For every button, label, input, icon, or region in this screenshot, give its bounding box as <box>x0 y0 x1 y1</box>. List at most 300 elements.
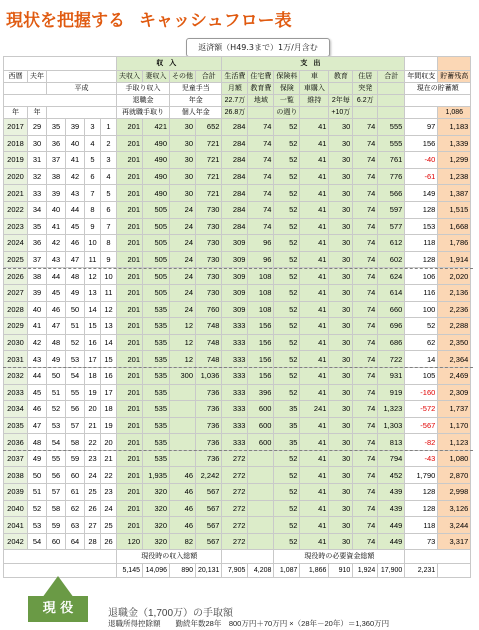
table-cell: 9 <box>85 218 101 235</box>
table-cell: 600 <box>248 417 274 434</box>
table-cell: 794 <box>378 450 405 467</box>
table-cell: 19 <box>85 384 101 401</box>
col-e7: 住居 <box>353 71 378 83</box>
table-cell: 46 <box>170 467 196 484</box>
year-cell: 2036 <box>4 434 28 451</box>
table-cell: 52 <box>274 251 300 268</box>
table-cell <box>248 484 274 501</box>
table-cell: 64 <box>66 533 85 550</box>
table-cell: 74 <box>353 517 378 534</box>
table-cell: 535 <box>143 450 170 467</box>
table-cell: 49 <box>66 284 85 301</box>
period-divider <box>3 450 473 451</box>
table-cell: 320 <box>143 484 170 501</box>
period-divider <box>3 268 473 269</box>
year-cell: 2017 <box>4 119 28 136</box>
table-cell: 272 <box>222 517 248 534</box>
table-cell: 52 <box>274 351 300 368</box>
table-cell: 30 <box>329 301 353 318</box>
table-cell: 30 <box>329 467 353 484</box>
table-row <box>4 351 471 368</box>
table-cell: 284 <box>222 218 248 235</box>
table-cell: 60 <box>47 533 66 550</box>
table-cell: 41 <box>66 152 85 169</box>
sub-weekly: の週り <box>274 107 300 119</box>
sub-current-savings: 現在の貯蓄額 <box>405 83 471 95</box>
year-cell: 2031 <box>4 351 28 368</box>
table-cell: 17 <box>101 384 117 401</box>
retirement-deduction-calc: 退職所得控除額 勤続年数28年 800万円＋70万円 ×（28年－20年）＝1,360万円 <box>108 619 390 628</box>
table-cell <box>170 450 196 467</box>
table-cell: 201 <box>117 201 143 218</box>
table-cell: 4 <box>85 135 101 152</box>
table-row <box>4 235 471 252</box>
table-cell: 16 <box>85 334 101 351</box>
table-cell: 23 <box>85 450 101 467</box>
table-cell: 2,998 <box>438 484 471 501</box>
table-cell: 54 <box>28 533 47 550</box>
total-cell: 910 <box>329 564 353 578</box>
table-cell: 597 <box>378 201 405 218</box>
table-cell: 30 <box>329 384 353 401</box>
table-cell: 24 <box>170 284 196 301</box>
table-cell: 156 <box>248 351 274 368</box>
table-cell: 555 <box>378 119 405 136</box>
table-cell: 21 <box>85 417 101 434</box>
table-cell: 41 <box>300 467 329 484</box>
table-cell: 30 <box>329 533 353 550</box>
table-cell: 74 <box>353 484 378 501</box>
sub-monthly: 月額 <box>222 83 248 95</box>
table-cell: 567 <box>196 533 222 550</box>
table-cell: 2,309 <box>438 384 471 401</box>
table-cell: 55 <box>66 384 85 401</box>
table-cell: 201 <box>117 334 143 351</box>
table-cell: 74 <box>353 384 378 401</box>
table-cell: 535 <box>143 384 170 401</box>
table-cell: 241 <box>300 401 329 418</box>
table-cell: 333 <box>222 401 248 418</box>
table-cell: 59 <box>66 450 85 467</box>
table-cell: 10 <box>85 235 101 252</box>
table-cell: 41 <box>300 484 329 501</box>
table-cell: 52 <box>274 484 300 501</box>
table-cell: 61 <box>66 484 85 501</box>
table-cell: 284 <box>222 119 248 136</box>
table-cell: 1,339 <box>438 135 471 152</box>
table-cell: 47 <box>47 318 66 335</box>
table-cell <box>248 467 274 484</box>
sub-region: 地域 <box>248 95 274 107</box>
table-row <box>4 318 471 335</box>
table-cell: 201 <box>117 384 143 401</box>
table-cell: 52 <box>274 218 300 235</box>
table-row <box>4 484 471 501</box>
table-cell: 284 <box>222 152 248 169</box>
table-cell: 333 <box>222 351 248 368</box>
table-cell: 74 <box>353 168 378 185</box>
table-cell: 30 <box>170 135 196 152</box>
table-cell: 40 <box>47 201 66 218</box>
table-cell: 108 <box>248 268 274 285</box>
year-cell: 2032 <box>4 367 28 384</box>
table-cell: 74 <box>248 119 274 136</box>
table-cell: 74 <box>353 417 378 434</box>
table-cell: 535 <box>143 301 170 318</box>
table-cell: 24 <box>85 467 101 484</box>
title-sub: キャッシュフロー表 <box>139 11 292 31</box>
table-cell: 201 <box>117 152 143 169</box>
table-cell: 74 <box>353 318 378 335</box>
table-cell: 272 <box>222 533 248 550</box>
blank-header <box>4 57 117 71</box>
year-cell: 2035 <box>4 417 28 434</box>
table-cell: 62 <box>66 500 85 517</box>
table-cell: 624 <box>378 268 405 285</box>
table-cell: 490 <box>143 135 170 152</box>
table-cell: 46 <box>28 401 47 418</box>
table-cell: 5 <box>85 152 101 169</box>
table-cell: 19 <box>101 417 117 434</box>
table-cell: 201 <box>117 450 143 467</box>
table-cell: 201 <box>117 135 143 152</box>
table-cell: 55 <box>47 450 66 467</box>
col-inc1: 夫収入 <box>117 71 143 83</box>
table-cell: 52 <box>274 185 300 202</box>
table-cell: 30 <box>329 185 353 202</box>
year-cell: 2018 <box>4 135 28 152</box>
table-cell: 56 <box>66 401 85 418</box>
table-cell: 14 <box>85 301 101 318</box>
table-cell: 46 <box>47 301 66 318</box>
sub-heisei: 平成 <box>47 83 117 95</box>
table-cell: 201 <box>117 301 143 318</box>
table-cell: 24 <box>101 500 117 517</box>
table-cell: 22 <box>85 434 101 451</box>
table-cell: 30 <box>329 235 353 252</box>
table-cell: 320 <box>143 500 170 517</box>
year-cell: 2029 <box>4 318 28 335</box>
col-savings: 貯蓄残高 <box>438 71 471 83</box>
table-cell: 73 <box>405 533 438 550</box>
table-cell: 396 <box>248 384 274 401</box>
table-cell: 51 <box>28 484 47 501</box>
table-cell: 52 <box>28 500 47 517</box>
table-cell: 614 <box>378 284 405 301</box>
table-cell: 41 <box>300 168 329 185</box>
table-cell: 52 <box>274 517 300 534</box>
sub-year-unit: 年 <box>4 107 28 119</box>
year-cell: 2041 <box>4 517 28 534</box>
table-cell: 74 <box>353 119 378 136</box>
table-row <box>4 434 471 451</box>
table-cell: 5 <box>101 185 117 202</box>
table-cell: 41 <box>300 268 329 285</box>
table-row <box>4 517 471 534</box>
total-cell: 2,231 <box>405 564 438 578</box>
table-cell: 108 <box>248 301 274 318</box>
table-cell: 776 <box>378 168 405 185</box>
table-cell: 686 <box>378 334 405 351</box>
income-total-label: 現役時の収入総額 <box>117 550 222 564</box>
total-cell: 1,924 <box>353 564 378 578</box>
table-cell: 2,469 <box>438 367 471 384</box>
table-cell: 52 <box>274 135 300 152</box>
col-e2: 住宅費 <box>248 71 274 83</box>
table-cell <box>248 500 274 517</box>
col-year: 西暦 <box>4 71 28 83</box>
table-cell: 54 <box>47 434 66 451</box>
table-cell: 333 <box>222 318 248 335</box>
table-cell: 15 <box>85 318 101 335</box>
table-cell: 74 <box>353 251 378 268</box>
table-cell: 1,786 <box>438 235 471 252</box>
table-cell: 577 <box>378 218 405 235</box>
table-cell: 41 <box>300 417 329 434</box>
sub-sudden: 突発 <box>353 83 378 95</box>
table-cell: 28 <box>85 533 101 550</box>
table-cell: 13 <box>101 318 117 335</box>
year-cell: 2038 <box>4 467 28 484</box>
table-cell: 120 <box>117 533 143 550</box>
table-cell: 41 <box>300 218 329 235</box>
table-cell: 33 <box>28 185 47 202</box>
col-e5: 教育 <box>329 71 353 83</box>
table-cell: 567 <box>196 500 222 517</box>
table-cell: 333 <box>222 334 248 351</box>
total-cell: 14,096 <box>143 564 170 578</box>
table-cell: 2,870 <box>438 467 471 484</box>
table-cell: 41 <box>300 384 329 401</box>
table-cell: 97 <box>405 119 438 136</box>
table-cell: 74 <box>353 533 378 550</box>
table-cell: 74 <box>353 201 378 218</box>
table-cell: -61 <box>405 168 438 185</box>
table-cell <box>248 517 274 534</box>
table-cell: 128 <box>405 251 438 268</box>
table-cell <box>170 384 196 401</box>
table-row <box>4 268 471 285</box>
table-cell: 919 <box>378 384 405 401</box>
table-cell: 284 <box>222 168 248 185</box>
sub-takehome: 手取り収入 <box>117 83 170 95</box>
table-cell: 7 <box>85 185 101 202</box>
table-cell: 566 <box>378 185 405 202</box>
table-cell: 62 <box>405 334 438 351</box>
table-row <box>4 334 471 351</box>
table-cell: 40 <box>28 301 47 318</box>
table-cell: 1,914 <box>438 251 471 268</box>
table-cell: 1,515 <box>438 201 471 218</box>
table-cell: 34 <box>28 201 47 218</box>
table-cell: 449 <box>378 533 405 550</box>
table-cell: 42 <box>28 334 47 351</box>
table-cell: 41 <box>300 500 329 517</box>
sub-2yr: 2年毎 <box>329 95 353 107</box>
table-cell: 50 <box>66 301 85 318</box>
table-cell: 74 <box>353 367 378 384</box>
table-cell: 41 <box>300 533 329 550</box>
col-annual: 年間収支 <box>405 71 438 83</box>
table-cell: 1,036 <box>196 367 222 384</box>
table-cell: 760 <box>196 301 222 318</box>
table-cell: 730 <box>196 218 222 235</box>
table-cell: 74 <box>353 218 378 235</box>
table-cell: 7 <box>101 218 117 235</box>
table-cell: 74 <box>248 218 274 235</box>
table-row <box>4 384 471 401</box>
table-cell: 284 <box>222 135 248 152</box>
table-cell: 730 <box>196 201 222 218</box>
table-cell: 74 <box>353 152 378 169</box>
sub3-blank3 <box>300 107 329 119</box>
table-cell: 74 <box>248 152 274 169</box>
table-cell: 21 <box>101 450 117 467</box>
table-cell: 4 <box>101 168 117 185</box>
table-cell: 6 <box>101 201 117 218</box>
table-cell: 535 <box>143 417 170 434</box>
table-cell: 74 <box>353 450 378 467</box>
table-cell: 30 <box>329 517 353 534</box>
table-row <box>4 284 471 301</box>
table-cell: 1,183 <box>438 119 471 136</box>
table-cell: 452 <box>378 467 405 484</box>
year-cell: 2042 <box>4 533 28 550</box>
table-row <box>4 251 471 268</box>
year-cell: 2022 <box>4 201 28 218</box>
table-cell: 201 <box>117 484 143 501</box>
table-cell: 3,126 <box>438 500 471 517</box>
table-cell: 52 <box>274 119 300 136</box>
table-cell: 74 <box>248 201 274 218</box>
table-cell: 201 <box>117 185 143 202</box>
table-cell: 309 <box>222 251 248 268</box>
sub-ins: 保険 <box>274 83 300 95</box>
total-cell: 890 <box>170 564 196 578</box>
table-cell: 813 <box>378 434 405 451</box>
table-cell: 41 <box>300 135 329 152</box>
table-cell: 1,170 <box>438 417 471 434</box>
table-cell: 421 <box>143 119 170 136</box>
table-cell: 49 <box>47 351 66 368</box>
table-cell: 1,668 <box>438 218 471 235</box>
table-cell: 30 <box>329 268 353 285</box>
income-section: 収入 <box>117 57 222 71</box>
table-cell: 53 <box>66 351 85 368</box>
table-cell: 128 <box>405 484 438 501</box>
table-cell: 44 <box>66 201 85 218</box>
table-cell: 51 <box>66 318 85 335</box>
total-cell: 1,866 <box>300 564 329 578</box>
table-cell: 1,299 <box>438 152 471 169</box>
table-cell: 30 <box>329 450 353 467</box>
table-cell: 96 <box>248 251 274 268</box>
table-cell: 30 <box>329 500 353 517</box>
table-cell: 48 <box>28 434 47 451</box>
table-cell: 535 <box>143 334 170 351</box>
table-cell: 32 <box>28 168 47 185</box>
table-cell: 52 <box>274 533 300 550</box>
table-cell: 30 <box>170 168 196 185</box>
table-cell: 9 <box>101 251 117 268</box>
table-cell: 53 <box>47 417 66 434</box>
total-cell: 4,208 <box>248 564 274 578</box>
table-cell: 30 <box>329 417 353 434</box>
table-cell: 12 <box>170 351 196 368</box>
table-cell: 52 <box>47 401 66 418</box>
table-cell: 41 <box>300 517 329 534</box>
table-cell: 56 <box>47 467 66 484</box>
table-cell: 333 <box>222 417 248 434</box>
table-cell: 730 <box>196 268 222 285</box>
table-cell: 128 <box>405 500 438 517</box>
table-cell: 30 <box>329 367 353 384</box>
table-cell: -43 <box>405 450 438 467</box>
table-cell: 41 <box>300 235 329 252</box>
table-cell: 10 <box>101 268 117 285</box>
table-cell: 16 <box>101 367 117 384</box>
table-cell: 439 <box>378 500 405 517</box>
table-cell: 30 <box>170 119 196 136</box>
table-cell: 535 <box>143 434 170 451</box>
footer-blank <box>4 550 117 564</box>
table-cell: 555 <box>378 135 405 152</box>
table-cell: 46 <box>170 517 196 534</box>
table-cell: 535 <box>143 318 170 335</box>
table-cell: 2 <box>101 135 117 152</box>
table-cell: 82 <box>170 533 196 550</box>
expense-total-label: 現役時の必要資金総額 <box>274 550 405 564</box>
year-cell: 2030 <box>4 334 28 351</box>
table-cell: 201 <box>117 351 143 368</box>
table-cell: 201 <box>117 500 143 517</box>
col-e4: 車 <box>300 71 329 83</box>
sub3-blank <box>47 107 117 119</box>
table-cell: 309 <box>222 268 248 285</box>
table-cell: 439 <box>378 484 405 501</box>
table-cell: 50 <box>28 467 47 484</box>
active-badge: 現 役 <box>28 596 88 622</box>
table-cell: 39 <box>47 185 66 202</box>
table-cell: 567 <box>196 484 222 501</box>
table-cell: 52 <box>274 201 300 218</box>
table-cell: 284 <box>222 185 248 202</box>
table-cell: 156 <box>248 334 274 351</box>
table-cell: 652 <box>196 119 222 136</box>
table-cell: 24 <box>170 201 196 218</box>
table-cell: 30 <box>329 484 353 501</box>
table-cell: 52 <box>274 268 300 285</box>
table-cell: 52 <box>274 284 300 301</box>
table-cell: 74 <box>353 135 378 152</box>
table-cell: 748 <box>196 351 222 368</box>
table-cell: 535 <box>143 367 170 384</box>
table-cell: 309 <box>222 301 248 318</box>
table-cell: 18 <box>85 367 101 384</box>
name-input[interactable] <box>47 71 117 83</box>
year-cell: 2025 <box>4 251 28 268</box>
table-cell: 52 <box>405 318 438 335</box>
sub3-blank6 <box>405 107 438 119</box>
table-cell: 30 <box>329 351 353 368</box>
table-row <box>4 152 471 169</box>
table-cell: 38 <box>47 168 66 185</box>
table-cell: 730 <box>196 284 222 301</box>
table-cell: 54 <box>66 367 85 384</box>
sub3-blank5 <box>378 107 405 119</box>
table-cell: 25 <box>101 517 117 534</box>
table-cell: 41 <box>300 450 329 467</box>
